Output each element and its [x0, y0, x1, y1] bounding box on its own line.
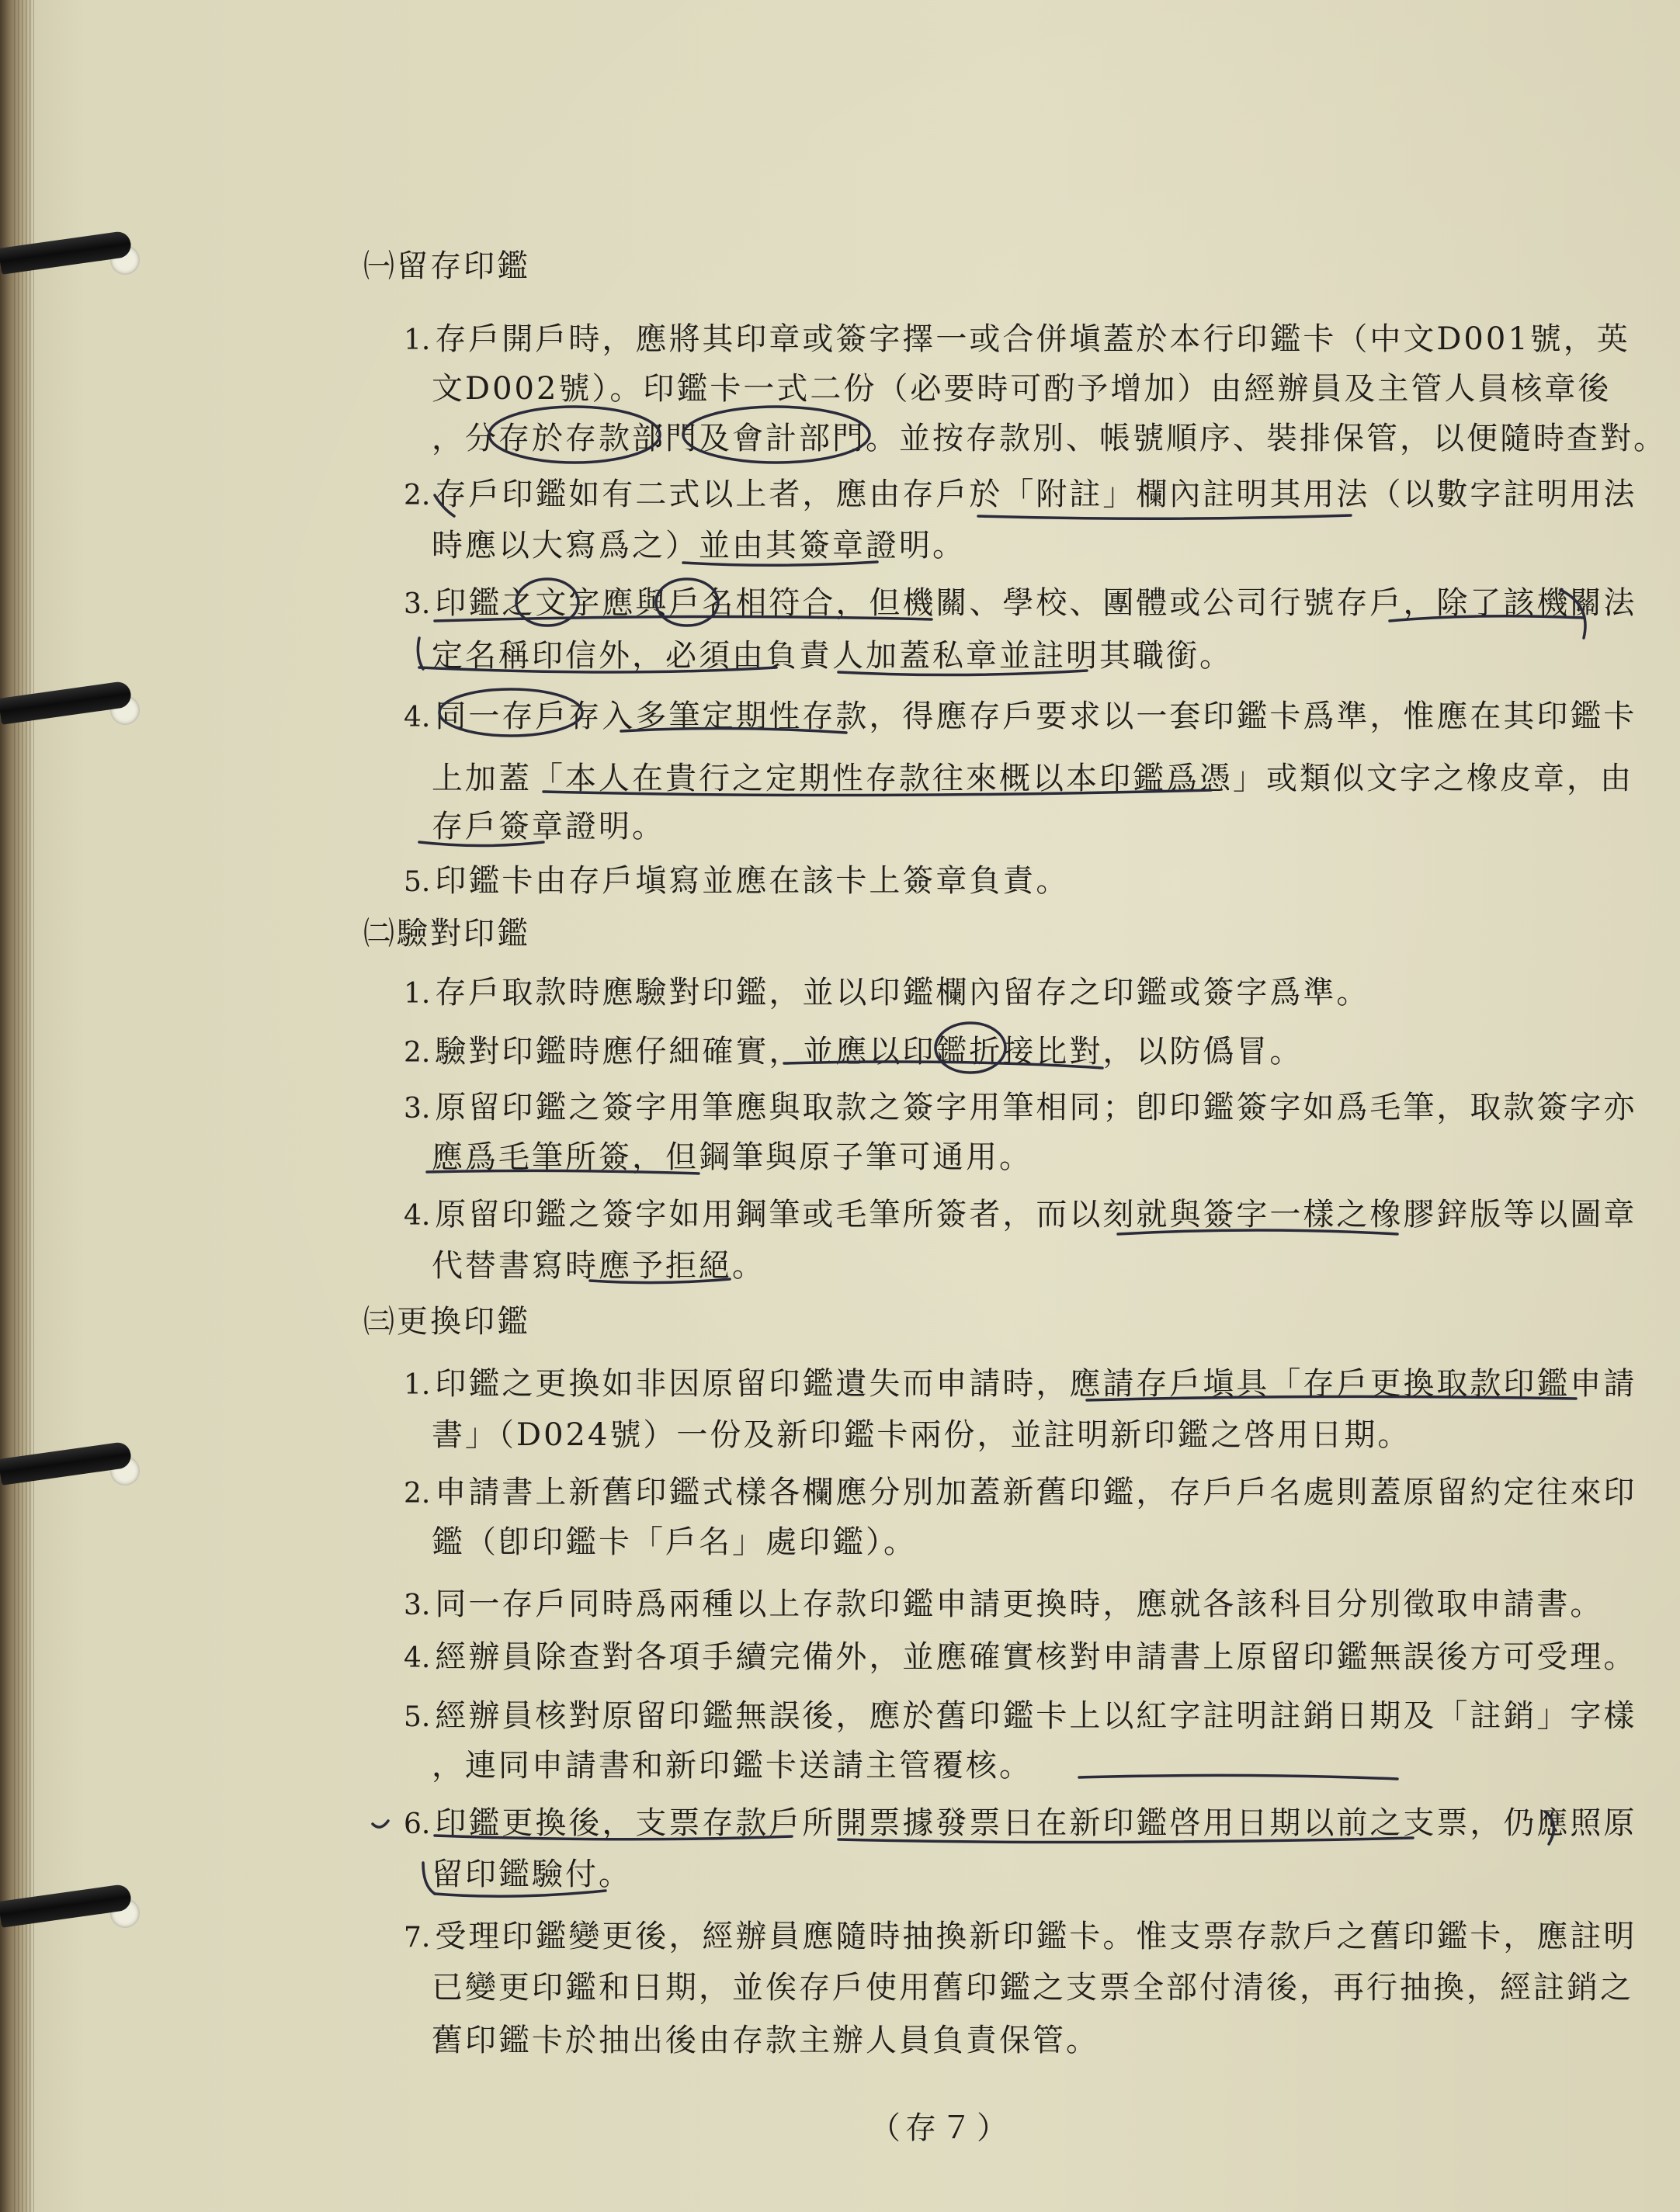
item-line: 存戶簽章證明。: [432, 809, 665, 844]
item-text: 同一存戶存入多筆定期性存款，得應存戶要求以一套印鑑卡爲準，惟應在其印鑑卡: [435, 699, 1637, 734]
item-text: 印鑑之更換如非因原留印鑑遺失而申請時，應請存戶塡具「存戶更換取款印鑑申請: [435, 1366, 1637, 1402]
item-text: 同一存戶同時爲兩種以上存款印鑑申請更換時，應就各該科目分別徵取申請書。: [435, 1586, 1604, 1622]
item-line: [404, 1473, 1637, 1513]
item-text: 存戶開戶時，應將其印章或簽字擇一或合併塡蓋於本行印鑑卡（中文D001號，英: [435, 321, 1630, 357]
item-text: 印鑑之文字應與戶名相符合，但機關、學校、團體或公司行號存戶，除了該機關法: [435, 585, 1637, 621]
item-line: 鑑（卽印鑑卡「戶名」處印鑑）。: [432, 1524, 917, 1560]
item-number: 5.: [404, 1701, 431, 1733]
item-line: 上加蓋「本人在貴行之定期性存款往來概以本印鑑爲憑」或類似文字之橡皮章，由: [432, 761, 1633, 796]
item-number: 3.: [404, 1590, 431, 1621]
item-text: 原留印鑑之簽字用筆應與取款之簽字用筆相同；卽印鑑簽字如爲毛筆，取款簽字亦: [435, 1090, 1637, 1125]
section-heading: ㈡驗對印鑑: [363, 916, 530, 952]
item-number: 2.: [404, 1037, 431, 1069]
item-text: 經辦員核對原留印鑑無誤後，應於舊印鑑卡上以紅字註明註銷日期及「註銷」字樣: [435, 1698, 1637, 1734]
item-line: [404, 584, 1637, 624]
item-number: 3.: [404, 588, 431, 620]
item-text: 受理印鑑變更後，經辦員應隨時抽換新印鑑卡。惟支票存款戶之舊印鑑卡，應註明: [435, 1919, 1637, 1954]
item-line: [404, 1088, 1637, 1129]
item-number: 6.: [404, 1808, 431, 1840]
item-line: [404, 697, 1637, 737]
item-number: 1.: [404, 1369, 431, 1401]
item-line: 定名稱印信外，必須由負責人加蓋私章並註明其職銜。: [432, 638, 1233, 674]
item-text: 原留印鑑之簽字如用鋼筆或毛筆所簽者，而以刻就與簽字一樣之橡膠鋅版等以圖章: [435, 1197, 1637, 1233]
item-line: [404, 1364, 1637, 1405]
item-number: 5.: [404, 866, 431, 898]
item-line: 已變更印鑑和日期，並俟存戶使用舊印鑑之支票全部付清後，再行抽換，經註銷之: [432, 1970, 1633, 2006]
item-line: [404, 1697, 1637, 1737]
item-line: 留印鑑驗付。: [432, 1857, 632, 1892]
item-line: 舊印鑑卡於抽出後由存款主辦人員負責保管。: [432, 2023, 1099, 2058]
item-line: 應爲毛筆所簽，但鋼筆與原子筆可通用。: [432, 1139, 1033, 1175]
item-text: 存戶印鑑如有二式以上者，應由存戶於「附註」欄內註明其用法（以數字註明用法: [435, 477, 1637, 512]
item-line: 時應以大寫爲之）並由其簽章證明。: [432, 528, 966, 563]
item-number: 2.: [404, 480, 431, 511]
item-number: 4.: [404, 1642, 431, 1674]
item-line: [404, 1638, 1637, 1678]
item-line: [404, 862, 1069, 902]
item-line: [404, 475, 1637, 515]
item-number: 3.: [404, 1093, 431, 1125]
item-line: [404, 1032, 1303, 1073]
item-text: 申請書上新舊印鑑式樣各欄應分別加蓋新舊印鑑，存戶戶名處則蓋原留約定往來印: [435, 1475, 1637, 1510]
item-number: 7.: [404, 1922, 431, 1954]
item-line: [404, 1195, 1637, 1236]
item-number: 4.: [404, 1200, 431, 1232]
page-number: （存７）: [870, 2110, 1012, 2146]
item-number: 2.: [404, 1478, 431, 1510]
item-line: ，連同申請書和新印鑑卡送請主管覆核。: [432, 1748, 1033, 1784]
item-line: 書」（D024號）一份及新印鑑卡兩份，並註明新印鑑之啓用日期。: [432, 1417, 1411, 1453]
item-line: [404, 1585, 1603, 1625]
item-text: 驗對印鑑時應仔細確實，並應以印鑑折接比對，以防僞冒。: [435, 1034, 1303, 1070]
item-line: [404, 1804, 1637, 1844]
item-line: ，分存於存款部門及會計部門。並按存款別、帳號順序、裝排保管，以便隨時查對。: [432, 421, 1667, 456]
item-number: 1.: [404, 324, 431, 356]
item-number: 1.: [404, 978, 431, 1010]
item-line: 文D002號）。印鑑卡一式二份（必要時可酌予增加）由經辦員及主管人員核章後: [432, 371, 1612, 407]
item-text: 經辦員除查對各項手續完備外，並應確實核對申請書上原留印鑑無誤後方可受理。: [435, 1639, 1637, 1675]
item-number: 4.: [404, 702, 431, 733]
item-text: 印鑑卡由存戶塡寫並應在該卡上簽章負責。: [435, 863, 1070, 899]
section-heading: ㈢更換印鑑: [363, 1304, 530, 1340]
item-line: 代替書寫時應予拒絕。: [432, 1248, 765, 1284]
item-text: 印鑑更換後，支票存款戶所開票據發票日在新印鑑啓用日期以前之支票，仍應照原: [435, 1805, 1637, 1841]
item-line: [404, 1917, 1637, 1957]
item-line: [404, 320, 1630, 360]
section-heading: ㈠留存印鑑: [363, 248, 530, 284]
item-line: [404, 973, 1369, 1014]
item-text: 存戶取款時應驗對印鑑，並以印鑑欄內留存之印鑑或簽字爲準。: [435, 975, 1370, 1011]
